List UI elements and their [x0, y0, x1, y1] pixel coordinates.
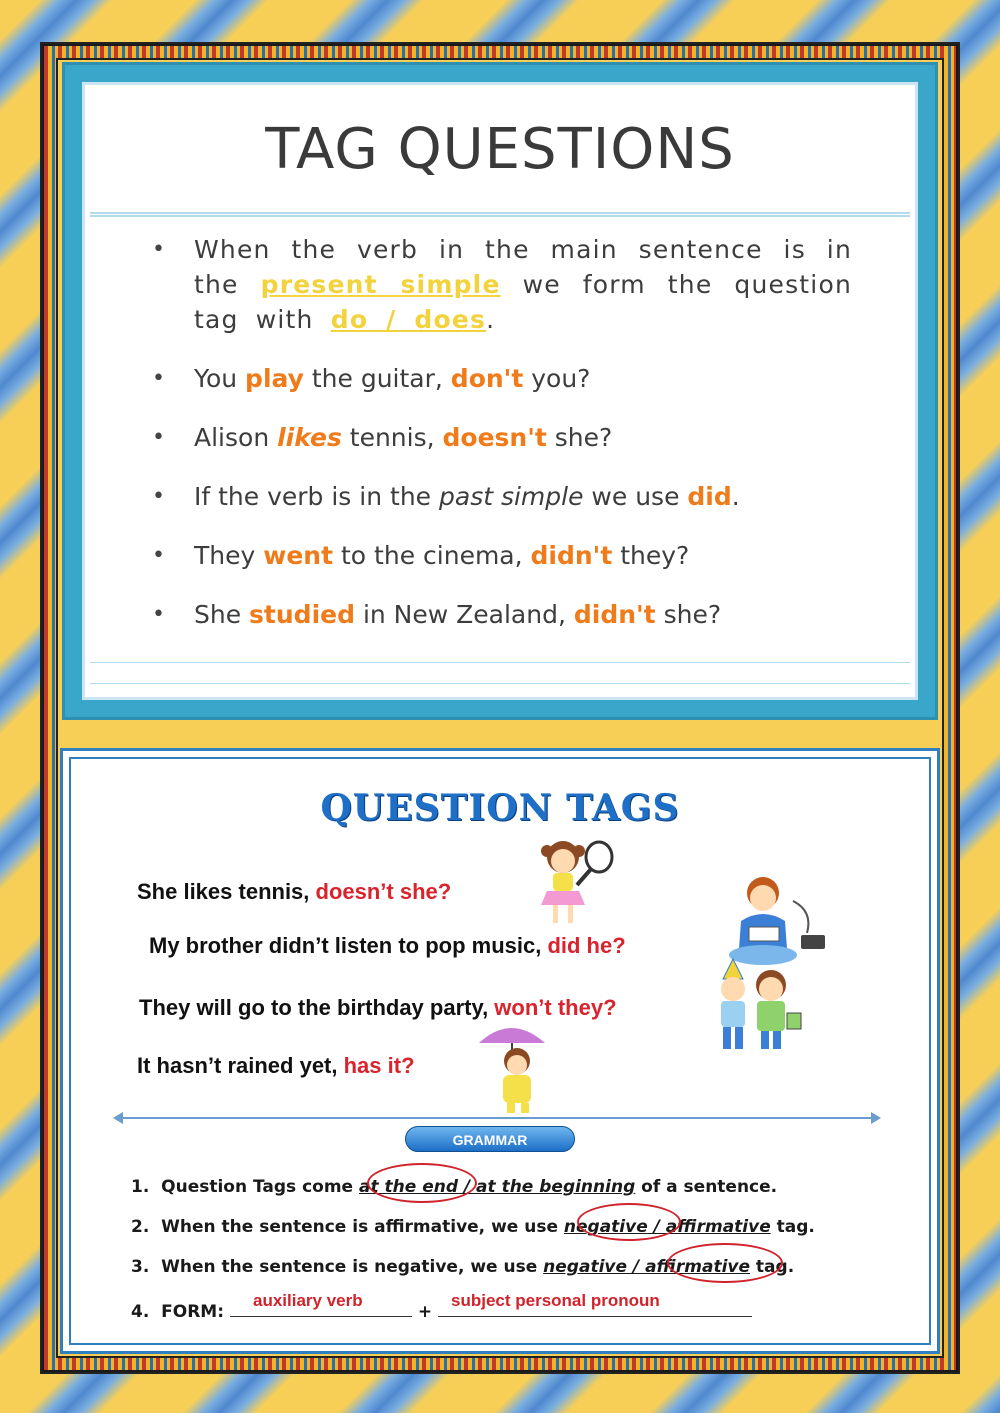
tag-highlight: don't	[450, 364, 524, 393]
tag-text: did he?	[547, 933, 626, 958]
option-separator: /	[458, 1177, 477, 1197]
tag-highlight: didn't	[530, 541, 613, 570]
verb-highlight: studied	[249, 600, 355, 629]
list-item	[152, 597, 852, 632]
tag-highlight: did	[687, 482, 732, 511]
rules-list	[152, 232, 852, 656]
rule-text: When the sentence is negative, we use	[161, 1257, 544, 1277]
bullet-text: If the verb is in the	[194, 482, 439, 511]
statement-text: It hasn’t rained yet,	[137, 1053, 344, 1078]
tag-questions-card	[82, 82, 918, 700]
list-item	[152, 538, 852, 573]
grammar-badge: GRAMMAR	[405, 1126, 575, 1152]
rule-text: Question Tags come	[161, 1177, 359, 1197]
option-at-the-beginning: at the beginning	[476, 1177, 636, 1197]
past-simple-text: past simple	[439, 482, 584, 511]
rule-number: 2.	[131, 1217, 150, 1237]
verb-highlight: likes	[277, 423, 342, 452]
statement-text: She likes tennis,	[137, 879, 316, 904]
bullet-text: .	[731, 482, 740, 511]
tag-highlight: doesn't	[442, 423, 547, 452]
tag-text: doesn’t she?	[315, 879, 452, 904]
rule-text: tag.	[750, 1257, 795, 1277]
rule-number: 4.	[131, 1302, 150, 1322]
rule-text: tag.	[770, 1217, 815, 1237]
bullet-text: When the verb in the main sentence is in the	[194, 235, 852, 299]
bullet-text: in New Zealand,	[355, 600, 574, 629]
option-separator: /	[647, 1217, 666, 1237]
rule-text: FORM:	[161, 1302, 225, 1322]
option-affirmative: affirmative	[645, 1257, 751, 1277]
tag-questions-panel	[62, 62, 938, 720]
section-divider	[121, 1117, 873, 1119]
example-sentence	[139, 995, 617, 1021]
tag-text: won’t they?	[494, 995, 617, 1020]
rule-text: When the sentence is affirmative, we use	[161, 1217, 564, 1237]
boy-reading-icon	[723, 871, 833, 967]
verb-highlight: play	[245, 364, 304, 393]
bullet-text: Alison	[194, 423, 278, 452]
bullet-text: we form the question tag with	[194, 270, 852, 334]
option-negative: negative	[563, 1217, 648, 1237]
bullet-text: you?	[523, 364, 591, 393]
bullet-text: to the cinema,	[333, 541, 531, 570]
option-separator: /	[627, 1257, 646, 1277]
example-sentence	[137, 879, 451, 905]
option-at-the-end: at the end	[359, 1177, 458, 1197]
highlight-present-simple: present simple	[260, 270, 501, 299]
grammar-rule-2	[131, 1217, 815, 1237]
bullet-text: .	[486, 305, 496, 334]
title-box	[90, 87, 910, 217]
plus-sign: +	[417, 1302, 433, 1322]
handwritten-answer-1: auxiliary verb	[253, 1291, 363, 1310]
verb-highlight: went	[263, 541, 334, 570]
tag-text: has it?	[343, 1053, 415, 1078]
bullet-text: They	[194, 541, 264, 570]
bullet-text: she?	[546, 423, 613, 452]
option-affirmative: affirmative	[665, 1217, 771, 1237]
bullet-text: the guitar,	[303, 364, 451, 393]
example-sentence	[149, 933, 626, 959]
answer-circle	[667, 1243, 783, 1283]
kids-party-icon	[703, 957, 813, 1057]
question-tags-panel	[60, 748, 940, 1354]
section-title: QUESTION TAGS	[320, 787, 680, 829]
girl-umbrella-icon	[471, 1019, 561, 1115]
answer-circle	[577, 1203, 681, 1241]
rule-text: of a sentence.	[635, 1177, 778, 1197]
highlight-do-does: do / does	[330, 305, 487, 334]
example-sentence	[137, 1053, 415, 1079]
list-item	[152, 232, 852, 337]
tag-highlight: didn't	[573, 600, 656, 629]
page-title: TAG QUESTIONS	[265, 117, 735, 182]
option-negative: negative	[543, 1257, 628, 1277]
bullet-text: she?	[655, 600, 722, 629]
bullet-text: You	[194, 364, 246, 393]
list-item	[152, 361, 852, 396]
statement-text: My brother didn’t listen to pop music,	[149, 933, 548, 958]
bullet-text: they?	[612, 541, 690, 570]
statement-text: They will go to the birthday party,	[139, 995, 495, 1020]
handwritten-answer-2: subject personal pronoun	[451, 1291, 660, 1310]
girl-tennis-icon	[533, 835, 623, 931]
rule-number: 1.	[131, 1177, 150, 1197]
bullet-text: She	[194, 600, 250, 629]
bullet-text: tennis,	[341, 423, 443, 452]
list-item	[152, 420, 852, 455]
bottom-rule	[90, 662, 910, 684]
bullet-text: we use	[583, 482, 688, 511]
answer-circle	[367, 1163, 477, 1203]
rule-number: 3.	[131, 1257, 150, 1277]
list-item	[152, 479, 852, 514]
